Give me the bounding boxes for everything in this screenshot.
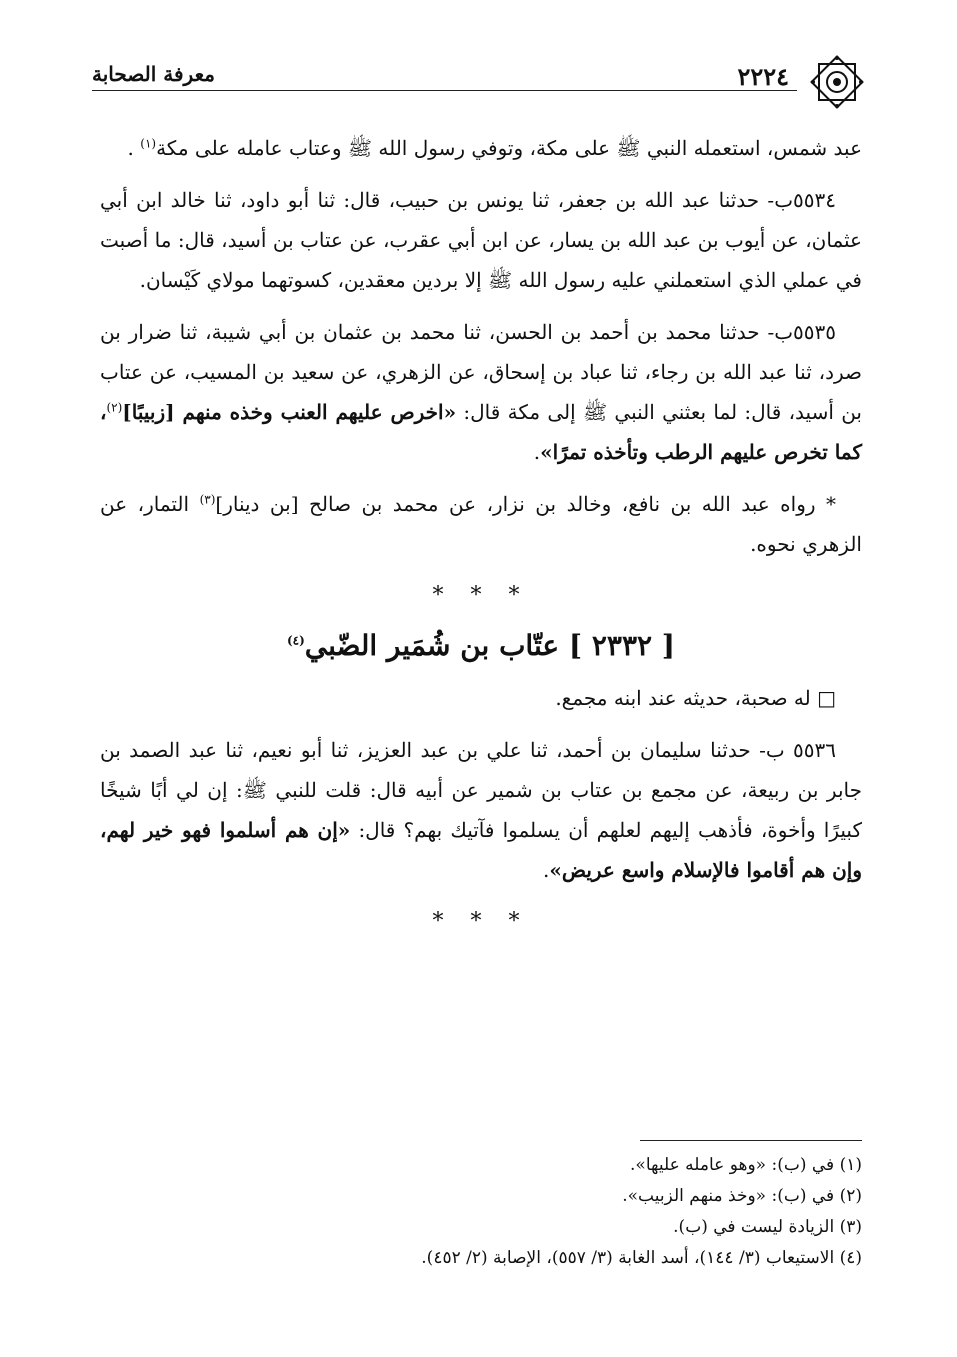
footnote-1: (١) في (ب): «وهو عامله عليها». bbox=[630, 1155, 862, 1175]
footnote-ref-4: (٤) bbox=[286, 633, 305, 648]
narration-note bbox=[100, 484, 862, 564]
hadith-5535-quote-2: ، كما تخرص عليهم الرطب وتأخذه تمرًا» bbox=[100, 400, 862, 464]
page-number: ٢٢٢٤ bbox=[737, 62, 789, 91]
paragraph-1-text: عبد شمس، استعمله النبي ﷺ على مكة، وتوفي رسول الله ﷺ وعتاب عامله على مكة bbox=[156, 136, 862, 160]
footnote-3: (٣) الزيادة ليست في (ب). bbox=[673, 1217, 862, 1237]
hadith-5535-end: . bbox=[533, 440, 541, 464]
entry-title-text: [ ٢٣٣٢ ] عتّاب بن شُمَير الضّبي bbox=[304, 629, 676, 662]
footnote-rule bbox=[640, 1140, 862, 1141]
footnote-4: (٤) الاستيعاب (٣/ ١٤٤)، أسد الغابة (٣/ ٥٥٧)، الإصابة (٢/ ٤٥٢). bbox=[421, 1248, 862, 1268]
paragraph-1 bbox=[100, 128, 862, 168]
hadith-5536-text: ٥٥٣٦ ب- حدثنا سليمان بن أحمد، ثنا علي بن عبد العزيز، ثنا أبو نعيم، ثنا عبد الصمد بن جابر بن ربيعة، عن مجمع بن عتاب بن شمير عن أبيه قال: قلت للنبي ﷺ: إن لي أبًا شيخًا كبيرًا وأخوة، فأذهب إليهم لعلهم أن يسلموا فآتيك بهم؟ قال: bbox=[100, 738, 862, 842]
hadith-5534 bbox=[100, 180, 862, 300]
footnote-ref-2: (٢) bbox=[106, 400, 123, 415]
section-separator-2: * * * bbox=[432, 909, 530, 934]
footnote-2: (٢) في (ب): «وخذ منهم الزبيب». bbox=[622, 1186, 862, 1206]
hadith-5535-quote-1: «اخرص عليهم العنب وخذه منهم [زبيبًا] bbox=[122, 400, 457, 424]
narration-note-end: التمار، عن الزهري نحوه. bbox=[100, 492, 862, 556]
section-separator: * * * bbox=[432, 583, 530, 608]
header-rule bbox=[92, 90, 797, 91]
hadith-5536-quote: «إن هم أسلموا فهو خير لهم، وإن هم أقاموا فالإسلام واسع عريض» bbox=[100, 818, 862, 882]
footnotes bbox=[100, 1150, 862, 1274]
footnote-ref-3: (٣) bbox=[199, 492, 216, 507]
companion-note-text: □ له صحبة، حديثه عند ابنه مجمع. bbox=[555, 686, 836, 710]
hadith-5535 bbox=[100, 312, 862, 472]
hadith-5534-text: ٥٥٣٤ب- حدثنا عبد الله بن جعفر، ثنا يونس بن حبيب، قال: ثنا أبو داود، ثنا خالد ابن أبي عثمان، عن أيوب بن عبد الله بن يسار، عن ابن أبي عقرب، عن عتاب بن أسيد، قال: ما أصبت في عملي الذي استعملني عليه رسول الله ﷺ إلا بردين معقدين، كسوتهما مولاي كَيْسان. bbox=[100, 188, 862, 292]
entry-title bbox=[100, 620, 862, 672]
hadith-5536-end: . bbox=[542, 858, 550, 882]
book-title: معرفة الصحابة bbox=[92, 62, 215, 86]
hadith-5536 bbox=[100, 730, 862, 890]
narration-note-text: * رواه عبد الله بن نافع، وخالد بن نزار، عن محمد بن صالح [بن دينار] bbox=[215, 492, 837, 516]
footnote-ref-1: (١) bbox=[140, 136, 157, 151]
page-header bbox=[92, 52, 867, 112]
companion-note bbox=[100, 678, 862, 718]
hadith-5535-text: ٥٥٣٥ب- حدثنا محمد بن أحمد بن الحسن، ثنا محمد بن عثمان بن أبي شيبة، ثنا ضرار بن صرد، ثنا عبد الله بن رجاء، ثنا عباد بن إسحاق، عن الزهري، عن سعيد بن المسيب، عن عتاب بن أسيد، قال: لما بعثني النبي ﷺ إلى مكة قال: bbox=[100, 320, 862, 424]
paragraph-1-end: . bbox=[127, 136, 141, 160]
main-text bbox=[100, 128, 862, 946]
octagram-ornament-icon bbox=[807, 52, 867, 112]
